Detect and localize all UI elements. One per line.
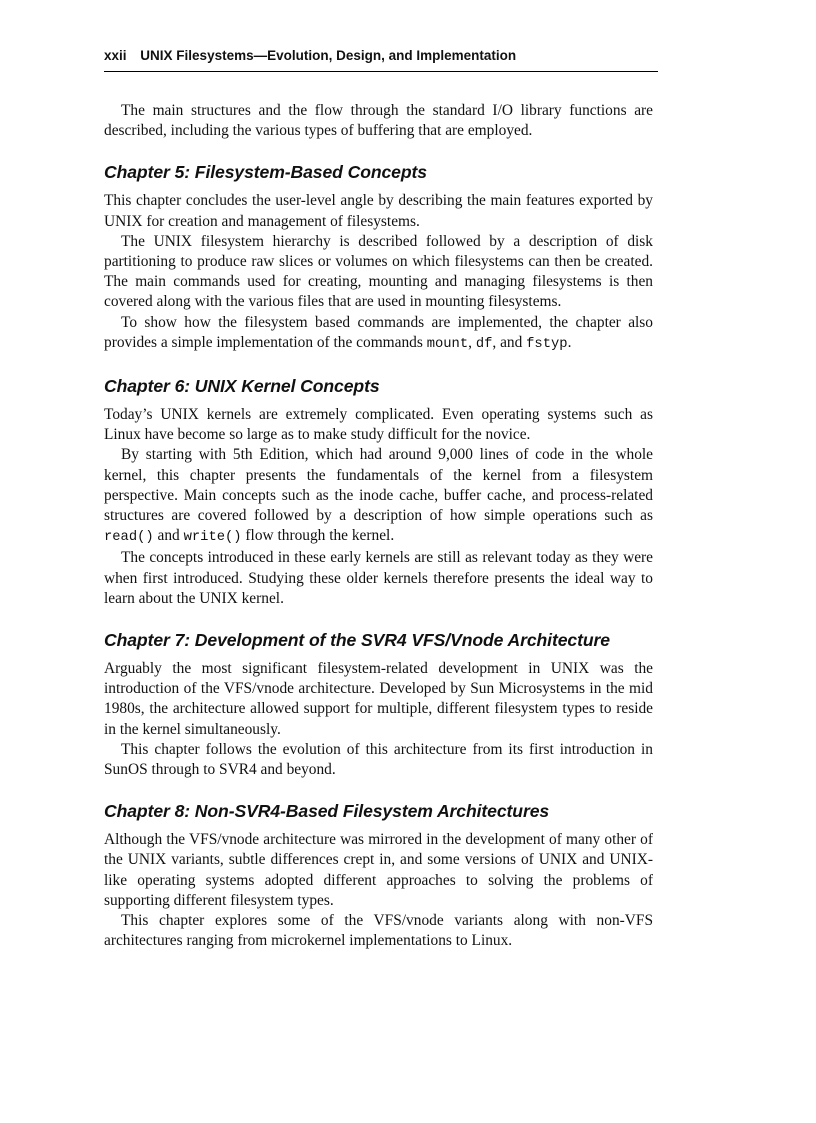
chapter-8-paragraph-2: This chapter explores some of the VFS/vnode variants along with non-VFS architectures ranging from microkernel implementations to Linux.: [104, 912, 653, 950]
command-df: df: [475, 336, 493, 352]
chapter-5-paragraph-1: This chapter concludes the user-level angle by describing the main features exported by UNIX for creation and management of filesystems.: [104, 192, 653, 230]
chapter-6-paragraph-1: Today’s UNIX kernels are extremely complicated. Even operating systems such as Linux have become so large as to make study difficult for the novice.: [104, 406, 653, 444]
paragraph-text: To show how the filesystem based commands are implemented, the chapter also provides a simple implementation of the commands: [104, 313, 653, 351]
paragraph-text: flow through the kernel.: [241, 527, 395, 545]
chapter-7-paragraph-1: Arguably the most significant filesystem-related development in UNIX was the introduction of the VFS/vnode architecture. Developed by Sun Microsystems in the mid 1980s, the architecture allowed support for multiple, different filesystem types to reside in the kernel simultaneously.: [104, 660, 653, 738]
paragraph-text: .: [567, 333, 572, 351]
chapter-7-paragraph-2: This chapter follows the evolution of this architecture from its first introduction in SunOS through to SVR4 and beyond.: [104, 740, 653, 779]
chapter-6-heading: Chapter 6: UNIX Kernel Concepts: [104, 376, 380, 397]
function-write: write(): [183, 530, 242, 546]
paragraph-text: By starting with 5th Edition, which had around 9,000 lines of code in the whole kernel, this chapter presents the fundamentals of the kernel from a filesystem perspective. Main concepts such as the inode cache, buffer cache, and process-related structures are covered followed by a description of how simple operations such as: [104, 446, 653, 525]
function-read: read(): [104, 530, 154, 546]
paragraph-text: and: [153, 527, 184, 545]
page-body: [104, 101, 653, 952]
chapter-8-heading: Chapter 8: Non-SVR4-Based Filesystem Architectures: [104, 801, 550, 822]
command-mount: mount: [426, 336, 469, 352]
page-number: xxii: [104, 48, 127, 63]
chapter-7-heading: Chapter 7: Development of the SVR4 VFS/Vnode Architecture: [104, 630, 610, 651]
command-fstyp: fstyp: [526, 336, 568, 352]
chapter-6-paragraph-3: The concepts introduced in these early kernels are still as relevant today as they were when first introduced. Studying these older kernels therefore presents the ideal way to learn about the UNIX kernel.: [104, 549, 653, 607]
separator: ,: [468, 333, 476, 351]
header-rule: [104, 71, 658, 72]
running-head: [104, 47, 658, 65]
chapter-5-paragraph-2: The UNIX filesystem hierarchy is described followed by a description of disk partitioning to produce raw slices or volumes on which filesystems can then be created. The main commands used for creating, mounting and managing filesystems is then covered along with the various files that are used in mounting filesystems.: [104, 232, 653, 311]
chapter-8-paragraph-1: Although the VFS/vnode architecture was mirrored in the development of many other of the UNIX variants, subtle differences crept in, and some versions of UNIX and UNIX-like operating systems adopted different approaches to solving the problems of supporting different filesystem types.: [104, 831, 653, 909]
intro-paragraph: The main structures and the flow through the standard I/O library functions are described, including the various types of buffering that are employed.: [104, 102, 653, 140]
chapter-5-paragraph-3: [104, 313, 653, 355]
separator: , and: [492, 333, 527, 351]
chapter-5-heading: Chapter 5: Filesystem-Based Concepts: [104, 162, 427, 183]
book-title: UNIX Filesystems—Evolution, Design, and Implementation: [140, 48, 517, 63]
chapter-6-paragraph-2: [104, 445, 653, 548]
